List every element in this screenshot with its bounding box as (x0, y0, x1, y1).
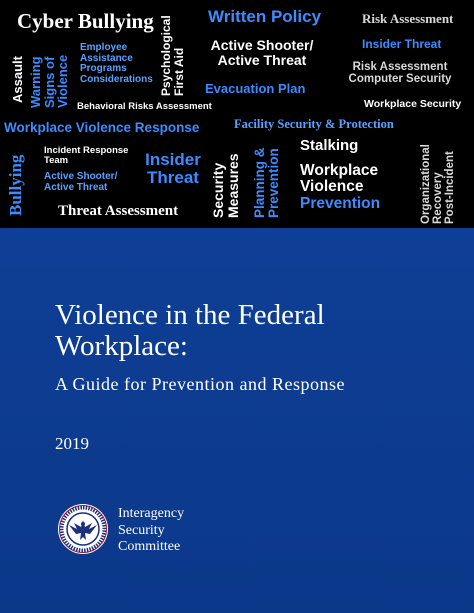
word-planning-prevention: Planning & Prevention (252, 147, 282, 218)
word-employee-assistance: Employee Assistance Programs Considerations (80, 42, 153, 85)
word-incident-response-team: Incident Response Team (44, 145, 129, 166)
word-cloud-banner (0, 0, 474, 228)
word-facility-security: Facility Security & Protection (234, 117, 394, 131)
committee-line-3: Committee (118, 539, 181, 554)
committee-line-2: Security (118, 522, 165, 538)
cover-panel (0, 228, 474, 613)
word-bullying: Bullying (6, 154, 25, 216)
word-cyber-bullying: Cyber Bullying (17, 9, 154, 33)
word-wv-response: Workplace Violence Response (4, 120, 200, 135)
word-security-measures: Security Measures (210, 153, 241, 218)
word-insider-threat-big: Insider Threat (145, 150, 201, 187)
publication-year: 2019 (55, 434, 89, 453)
word-organizational-recovery: Organizational Recovery Post-Incident (420, 144, 457, 224)
committee-name (118, 506, 184, 556)
word-workplace-security: Workplace Security (364, 98, 462, 110)
word-behavioral-risks: Behavioral Risks Assessment (77, 101, 212, 112)
word-risk-assessment-top: Risk Assessment (362, 11, 454, 26)
word-psychological-first-aid: Psychological First Aid (159, 15, 186, 96)
eagle-seal-icon (57, 503, 109, 555)
title-line-1: Violence in the Federal (55, 299, 325, 331)
committee-line-1: Interagency (118, 506, 185, 521)
word-evacuation-plan: Evacuation Plan (205, 81, 306, 96)
word-written-policy: Written Policy (208, 7, 322, 26)
word-insider-threat-top: Insider Threat (362, 37, 442, 51)
word-active-shooter-small: Active Shooter/ Active Threat (44, 171, 118, 193)
cover-subtitle: A Guide for Prevention and Response (55, 374, 345, 394)
word-active-shooter-top: Active Shooter/ Active Threat (210, 37, 314, 68)
word-assault: Assault (10, 56, 25, 103)
word-warning-signs: Warning Signs of Violence (28, 54, 71, 108)
word-stalking: Stalking (300, 137, 359, 154)
cover-title (55, 300, 325, 362)
word-risk-assessment-computer: Risk Assessment Computer Security (348, 61, 452, 86)
word-wv-prevention: Workplace Violence Prevention (300, 162, 381, 212)
word-threat-assessment: Threat Assessment (58, 203, 179, 219)
title-line-2: Workplace: (55, 330, 188, 362)
